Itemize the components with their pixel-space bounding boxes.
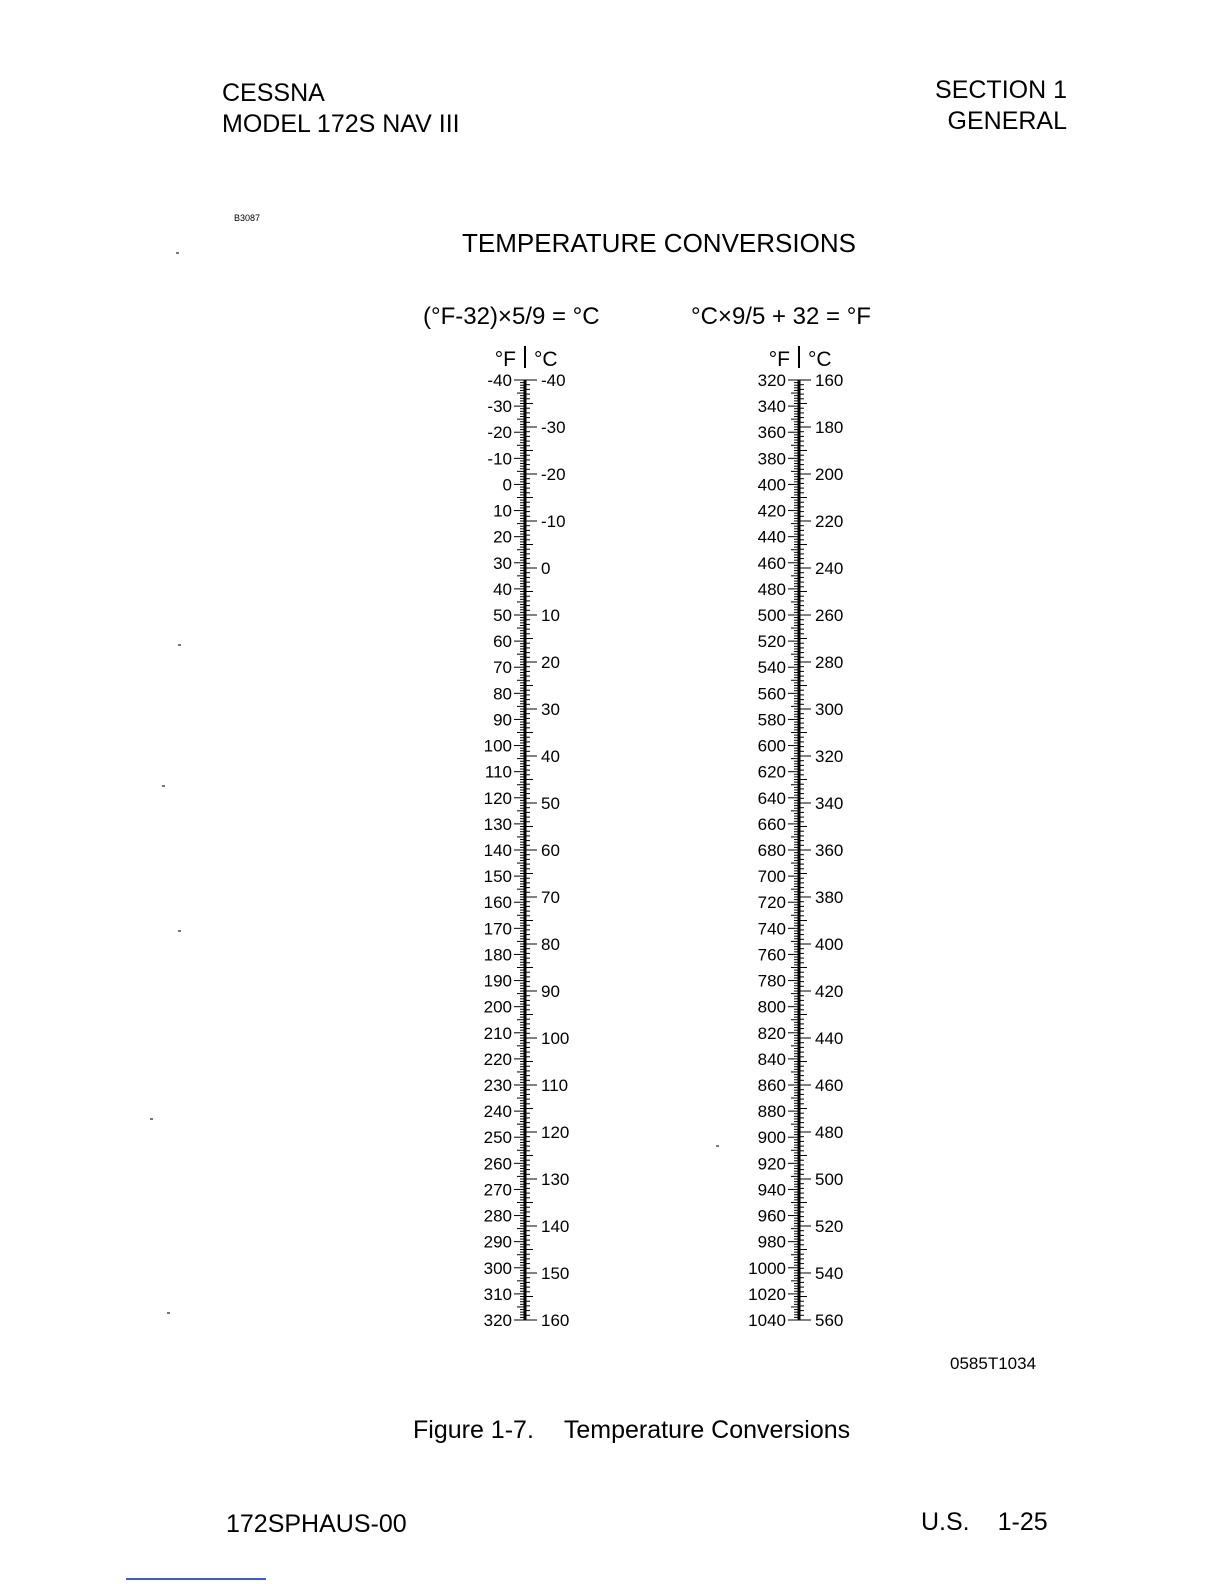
fahrenheit-label: 660 xyxy=(757,814,786,834)
fahrenheit-label: 220 xyxy=(483,1049,512,1069)
celsius-label: 360 xyxy=(815,841,844,860)
fahrenheit-label: -20 xyxy=(487,423,512,443)
celsius-label: 0 xyxy=(541,559,551,578)
fahrenheit-label: 100 xyxy=(483,736,512,756)
celsius-label: 380 xyxy=(815,888,844,907)
celsius-label: 70 xyxy=(541,888,560,907)
footer-rule xyxy=(126,1578,266,1580)
celsius-label: -30 xyxy=(541,418,566,437)
manufacturer-name: CESSNA xyxy=(222,79,325,107)
celsius-label: 540 xyxy=(815,1264,844,1283)
fahrenheit-label: 60 xyxy=(493,632,512,652)
celsius-label: 50 xyxy=(541,794,560,813)
celsius-label: 280 xyxy=(815,653,844,672)
fahrenheit-label: 50 xyxy=(493,606,512,625)
figure-id: B3087 xyxy=(234,213,261,223)
fahrenheit-label: 320 xyxy=(757,371,786,390)
fahrenheit-label: 840 xyxy=(757,1049,786,1069)
fahrenheit-label: 120 xyxy=(483,788,512,808)
fahrenheit-label: 130 xyxy=(483,814,512,834)
fahrenheit-label: 760 xyxy=(757,945,786,965)
drawing-number: 0585T1034 xyxy=(950,1354,1037,1373)
celsius-label: -10 xyxy=(541,512,566,531)
fahrenheit-label: 230 xyxy=(483,1076,512,1095)
scale-unit-fahrenheit: °F xyxy=(494,348,516,371)
celsius-label: 40 xyxy=(541,747,560,766)
fahrenheit-label: 580 xyxy=(757,710,786,730)
celsius-label: 30 xyxy=(541,700,560,719)
celsius-label: -20 xyxy=(541,465,566,484)
fahrenheit-label: 540 xyxy=(757,658,786,678)
celsius-label: 500 xyxy=(815,1170,844,1189)
celsius-label: 80 xyxy=(541,935,560,954)
fahrenheit-label: 680 xyxy=(757,841,786,860)
fahrenheit-label: 1040 xyxy=(748,1311,786,1330)
scale-unit-celsius: °C xyxy=(808,348,832,371)
fahrenheit-label: 310 xyxy=(483,1284,512,1304)
footer-page-info xyxy=(921,1508,1048,1537)
fahrenheit-label: 1000 xyxy=(748,1258,786,1278)
fahrenheit-label: 400 xyxy=(757,475,786,495)
figure-caption xyxy=(413,1416,850,1445)
section-number: SECTION 1 xyxy=(935,76,1067,104)
fahrenheit-label: 240 xyxy=(483,1102,512,1122)
fahrenheit-label: -40 xyxy=(487,371,512,390)
fahrenheit-label: 10 xyxy=(493,501,512,521)
fahrenheit-label: 780 xyxy=(757,971,786,991)
fahrenheit-label: 560 xyxy=(757,684,786,704)
scan-speck xyxy=(178,930,181,932)
fahrenheit-label: 720 xyxy=(757,893,786,913)
celsius-label: 130 xyxy=(541,1170,570,1189)
fahrenheit-label: 300 xyxy=(483,1258,512,1278)
fahrenheit-label: 360 xyxy=(757,423,786,443)
fahrenheit-label: 180 xyxy=(483,945,512,965)
fahrenheit-label: 880 xyxy=(757,1102,786,1122)
fahrenheit-label: 500 xyxy=(757,606,786,625)
celsius-label: 180 xyxy=(815,418,844,437)
fahrenheit-label: 150 xyxy=(483,867,512,887)
fahrenheit-label: 800 xyxy=(757,997,786,1017)
scale-unit-fahrenheit: °F xyxy=(768,348,790,371)
fahrenheit-label: 210 xyxy=(483,1023,512,1043)
celsius-label: 220 xyxy=(815,512,844,531)
scan-speck xyxy=(167,1312,170,1314)
fahrenheit-label: 380 xyxy=(757,449,786,469)
fahrenheit-label: 620 xyxy=(757,762,786,782)
fahrenheit-label: 280 xyxy=(483,1206,512,1226)
scan-speck xyxy=(150,1118,153,1120)
fahrenheit-label: 640 xyxy=(757,788,786,808)
celsius-label: 10 xyxy=(541,606,560,625)
celsius-label: -40 xyxy=(541,371,566,390)
fahrenheit-label: 960 xyxy=(757,1206,786,1226)
figure-number: Figure 1-7. xyxy=(413,1416,534,1444)
fahrenheit-label: 160 xyxy=(483,893,512,913)
fahrenheit-label: 30 xyxy=(493,553,512,573)
celsius-label: 160 xyxy=(541,1311,570,1330)
fahrenheit-label: 920 xyxy=(757,1154,786,1174)
fahrenheit-label: 980 xyxy=(757,1232,786,1252)
fahrenheit-label: 600 xyxy=(757,736,786,756)
celsius-label: 400 xyxy=(815,935,844,954)
fahrenheit-label: 440 xyxy=(757,527,786,547)
celsius-label: 440 xyxy=(815,1029,844,1048)
fahrenheit-label: -30 xyxy=(487,397,512,417)
celsius-label: 240 xyxy=(815,559,844,578)
celsius-label: 60 xyxy=(541,841,560,860)
fahrenheit-label: 700 xyxy=(757,867,786,887)
celsius-label: 140 xyxy=(541,1217,570,1236)
celsius-label: 480 xyxy=(815,1123,844,1142)
fahrenheit-label: 80 xyxy=(493,684,512,704)
fahrenheit-label: 1020 xyxy=(748,1284,786,1304)
fahrenheit-label: 480 xyxy=(757,579,786,599)
footer-page-number: 1-25 xyxy=(997,1508,1048,1536)
fahrenheit-label: 170 xyxy=(483,919,512,939)
scan-speck xyxy=(716,1145,719,1147)
fahrenheit-label: 340 xyxy=(757,397,786,417)
celsius-label: 340 xyxy=(815,794,844,813)
fahrenheit-label: 0 xyxy=(502,475,512,495)
fahrenheit-label: 140 xyxy=(483,841,512,860)
fahrenheit-label: 320 xyxy=(483,1311,512,1330)
celsius-label: 260 xyxy=(815,606,844,625)
figure-title: Temperature Conversions xyxy=(563,1416,851,1444)
fahrenheit-label: 740 xyxy=(757,919,786,939)
footer-doc-code: 172SPHAUS-00 xyxy=(226,1510,407,1538)
fahrenheit-label: 460 xyxy=(757,553,786,573)
fahrenheit-label: 820 xyxy=(757,1023,786,1043)
scale-unit-celsius: °C xyxy=(534,348,558,371)
celsius-label: 110 xyxy=(541,1076,569,1095)
celsius-label: 20 xyxy=(541,653,560,672)
chart-title: TEMPERATURE CONVERSIONS xyxy=(462,228,856,258)
formula-c-to-f: °C×9/5 + 32 = °F xyxy=(691,303,871,330)
fahrenheit-label: 90 xyxy=(493,710,512,730)
scan-speck xyxy=(162,785,165,787)
fahrenheit-label: 110 xyxy=(484,762,512,782)
celsius-label: 150 xyxy=(541,1264,570,1283)
section-title: GENERAL xyxy=(947,107,1067,135)
model-name: MODEL 172S NAV III xyxy=(222,110,460,138)
celsius-label: 560 xyxy=(815,1311,844,1330)
celsius-label: 120 xyxy=(541,1123,570,1142)
celsius-label: 420 xyxy=(815,982,844,1001)
celsius-label: 90 xyxy=(541,982,560,1001)
fahrenheit-label: 190 xyxy=(483,971,512,991)
fahrenheit-label: 420 xyxy=(757,501,786,521)
footer-region: U.S. xyxy=(921,1508,970,1536)
scan-speck xyxy=(176,252,179,254)
fahrenheit-label: 860 xyxy=(757,1076,786,1095)
celsius-label: 100 xyxy=(541,1029,570,1048)
fahrenheit-label: 200 xyxy=(483,997,512,1017)
fahrenheit-label: 270 xyxy=(483,1180,512,1200)
fahrenheit-label: 260 xyxy=(483,1154,512,1174)
fahrenheit-label: 20 xyxy=(493,527,512,547)
celsius-label: 320 xyxy=(815,747,844,766)
fahrenheit-label: 250 xyxy=(483,1128,512,1148)
celsius-label: 520 xyxy=(815,1217,844,1236)
fahrenheit-label: 70 xyxy=(493,658,512,678)
fahrenheit-label: 40 xyxy=(493,579,512,599)
celsius-label: 200 xyxy=(815,465,844,484)
fahrenheit-label: -10 xyxy=(487,449,512,469)
fahrenheit-label: 520 xyxy=(757,632,786,652)
scan-speck xyxy=(178,644,181,646)
fahrenheit-label: 290 xyxy=(483,1232,512,1252)
celsius-label: 160 xyxy=(815,371,844,390)
fahrenheit-label: 940 xyxy=(757,1180,786,1200)
fahrenheit-label: 900 xyxy=(757,1128,786,1148)
formula-f-to-c: (°F-32)×5/9 = °C xyxy=(423,303,600,330)
celsius-label: 460 xyxy=(815,1076,844,1095)
celsius-label: 300 xyxy=(815,700,844,719)
